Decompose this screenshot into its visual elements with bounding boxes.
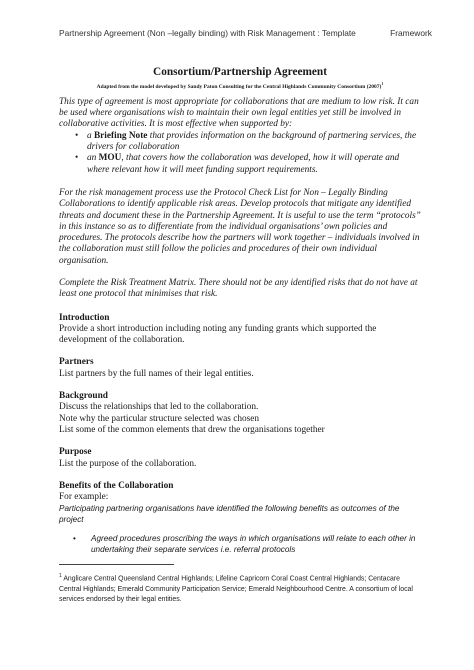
background-heading: Background xyxy=(59,391,108,402)
introduction-text: Provide a short introduction including noting any funding grants which supported the development of the collaboration. xyxy=(59,323,377,346)
list-item xyxy=(59,533,421,555)
subtitle-footnote-ref: 1 xyxy=(381,81,384,86)
footnote-text: Anglicare Central Queensland Central Highlands; Lifeline Capricorn Coral Coast Central Highlands; Centacare Central Highlands; Emerald Community Participation Service; Emerald Neighbourhood Centre. A consortium of local services endorsed by their legal entities. xyxy=(59,575,413,604)
document-body xyxy=(59,66,421,555)
bullet-icon: • xyxy=(73,534,76,544)
footnote-ref: 1 xyxy=(59,573,62,579)
matrix-paragraph: Complete the Risk Treatment Matrix. There should not be any identified risks that do not have at least one protocol that minimises that risk. xyxy=(59,277,418,300)
header-title: Partnership Agreement (Non –legally binding) with Risk Management : Template xyxy=(59,28,356,38)
purpose-heading: Purpose xyxy=(59,447,92,458)
list-item xyxy=(75,153,421,176)
bullet-prefix: an xyxy=(87,153,99,164)
bullet-text: , that covers how the collaboration was developed, how it will operate and where relevant how it will meet funding support requirements. xyxy=(87,153,400,175)
bullet-icon: • xyxy=(75,130,79,141)
footnote-divider xyxy=(59,564,174,565)
risk-paragraph: For the risk management process use the Protocol Check List for Non – Legally Binding Collaborations to identify applicable risk areas. Develop protocols that mitigate any identified threats and document these in the Partnership Agreement. It is useful to use the term “protocols” in this instance so as to differentiate from the individual organisations’ own policies and procedures. The protocols describe how the partners will work together – individuals involved in the collaboration must still follow the policies and procedures of their own individual organisation. xyxy=(59,187,421,266)
purpose-text: List the purpose of the collaboration. xyxy=(59,458,197,469)
benefits-example: For example: xyxy=(59,492,109,503)
page-header xyxy=(59,28,432,38)
partners-text: List partners by the full names of their legal entities. xyxy=(59,368,254,379)
bullet-icon: • xyxy=(75,153,79,164)
support-list xyxy=(59,131,421,176)
introduction-heading: Introduction xyxy=(59,312,110,323)
document-title: Consortium/Partnership Agreement xyxy=(153,66,327,78)
bullet-text: that provides information on the background of partnering services, the drivers for collaboration xyxy=(87,130,417,153)
background-line: Discuss the relationships that led to the collaboration. xyxy=(59,402,259,413)
list-item xyxy=(75,130,421,154)
benefits-heading: Benefits of the Collaboration xyxy=(59,480,174,491)
partners-heading: Partners xyxy=(59,357,94,368)
subtitle-text: Adapted from the model developed by Sandy Paton Consulting for the Central Highlands Community Consortium (2007) xyxy=(96,83,382,90)
bullet-term: Briefing Note xyxy=(93,130,148,141)
bullet-term: MOU xyxy=(98,153,122,164)
footnote xyxy=(59,571,421,606)
document-subtitle xyxy=(59,80,421,91)
background-line: Note why the particular structure selected was chosen xyxy=(59,413,260,424)
intro-paragraph: This type of agreement is most appropriate for collaborations that are medium to low risk. It can be used where organisations wish to maintain their own legal entities yet still be involved in collaborative activities. It is most effective when supported by: xyxy=(59,96,419,130)
bullet-prefix: a xyxy=(87,130,94,141)
benefit-text: Agreed procedures proscribing the ways in which organisations will relate to each other in undertaking their separate services i.e. referral protocols xyxy=(91,534,416,555)
background-line: List some of the common elements that drew the organisations together xyxy=(59,424,325,435)
header-label: Framework xyxy=(390,28,432,38)
benefits-intro: Participating partnering organisations have identified the following benefits as outcomes of the project xyxy=(59,504,400,525)
